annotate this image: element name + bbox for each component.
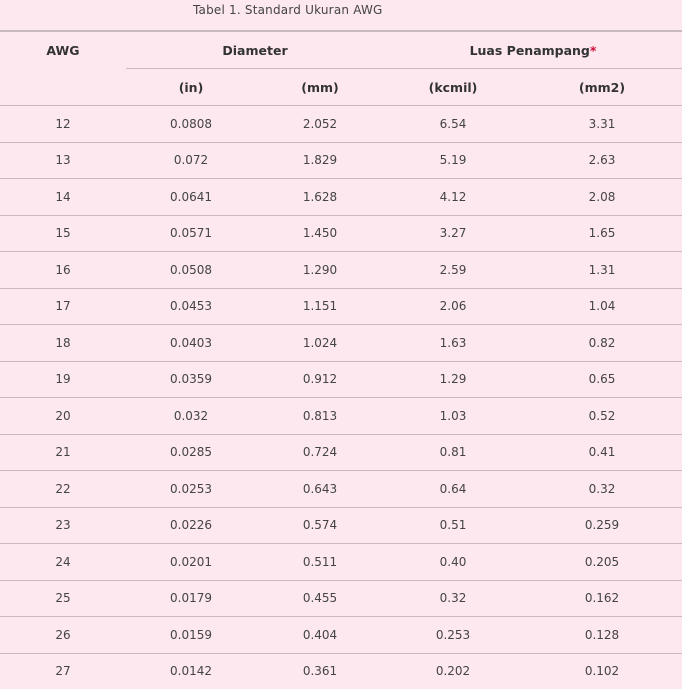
cell-mm2: 0.41 (522, 434, 682, 471)
table-row (0, 215, 682, 252)
cell-awg: 23 (0, 507, 126, 544)
cell-awg: 18 (0, 325, 126, 362)
header-row-main (0, 31, 682, 69)
table-row (0, 252, 682, 289)
cell-mm2: 0.259 (522, 507, 682, 544)
cell-kcmil: 0.51 (384, 507, 522, 544)
header-kcmil: (kcmil) (384, 69, 522, 106)
cell-awg: 24 (0, 544, 126, 581)
cell-mm2: 0.102 (522, 653, 682, 689)
cell-mm: 2.052 (256, 106, 384, 143)
cell-kcmil: 0.81 (384, 434, 522, 471)
cell-kcmil: 1.29 (384, 361, 522, 398)
cell-in: 0.0226 (126, 507, 256, 544)
cell-awg: 19 (0, 361, 126, 398)
cell-in: 0.0508 (126, 252, 256, 289)
header-in: (in) (126, 69, 256, 106)
table-row (0, 142, 682, 179)
awg-table (0, 30, 682, 689)
table-row (0, 544, 682, 581)
cell-kcmil: 2.59 (384, 252, 522, 289)
cell-awg: 20 (0, 398, 126, 435)
cell-awg: 26 (0, 617, 126, 654)
cell-awg: 25 (0, 580, 126, 617)
header-luas-label: Luas Penampang (470, 43, 590, 58)
cell-mm: 0.511 (256, 544, 384, 581)
cell-kcmil: 3.27 (384, 215, 522, 252)
cell-mm: 1.151 (256, 288, 384, 325)
cell-mm2: 0.52 (522, 398, 682, 435)
cell-kcmil: 1.03 (384, 398, 522, 435)
cell-mm2: 0.65 (522, 361, 682, 398)
cell-in: 0.072 (126, 142, 256, 179)
cell-mm2: 0.82 (522, 325, 682, 362)
table-row (0, 398, 682, 435)
table-row (0, 507, 682, 544)
cell-mm2: 0.205 (522, 544, 682, 581)
table-row (0, 179, 682, 216)
cell-kcmil: 4.12 (384, 179, 522, 216)
cell-mm2: 1.65 (522, 215, 682, 252)
cell-mm: 0.813 (256, 398, 384, 435)
cell-kcmil: 6.54 (384, 106, 522, 143)
cell-in: 0.0159 (126, 617, 256, 654)
cell-mm: 0.574 (256, 507, 384, 544)
cell-in: 0.0808 (126, 106, 256, 143)
table-row (0, 361, 682, 398)
cell-mm: 0.912 (256, 361, 384, 398)
cell-awg: 14 (0, 179, 126, 216)
cell-mm: 1.290 (256, 252, 384, 289)
header-luas-penampang (384, 31, 682, 69)
header-mm2: (mm2) (522, 69, 682, 106)
cell-in: 0.0142 (126, 653, 256, 689)
table-row (0, 617, 682, 654)
cell-kcmil: 0.202 (384, 653, 522, 689)
cell-mm: 1.450 (256, 215, 384, 252)
cell-in: 0.0403 (126, 325, 256, 362)
cell-mm2: 1.04 (522, 288, 682, 325)
cell-mm2: 0.128 (522, 617, 682, 654)
header-diameter: Diameter (126, 31, 384, 69)
header-mm: (mm) (256, 69, 384, 106)
header-row-units (0, 69, 682, 106)
cell-in: 0.0453 (126, 288, 256, 325)
cell-kcmil: 0.40 (384, 544, 522, 581)
cell-mm2: 2.63 (522, 142, 682, 179)
cell-kcmil: 5.19 (384, 142, 522, 179)
cell-in: 0.0359 (126, 361, 256, 398)
cell-in: 0.0201 (126, 544, 256, 581)
cell-in: 0.0179 (126, 580, 256, 617)
cell-awg: 17 (0, 288, 126, 325)
table-row (0, 325, 682, 362)
cell-mm: 1.829 (256, 142, 384, 179)
cell-mm2: 1.31 (522, 252, 682, 289)
cell-in: 0.0641 (126, 179, 256, 216)
cell-kcmil: 0.253 (384, 617, 522, 654)
table-row (0, 434, 682, 471)
cell-awg: 27 (0, 653, 126, 689)
table-row (0, 106, 682, 143)
cell-mm2: 0.32 (522, 471, 682, 508)
cell-in: 0.0285 (126, 434, 256, 471)
cell-mm: 0.724 (256, 434, 384, 471)
cell-kcmil: 0.64 (384, 471, 522, 508)
cell-mm2: 3.31 (522, 106, 682, 143)
table-row (0, 288, 682, 325)
cell-mm: 0.455 (256, 580, 384, 617)
cell-kcmil: 1.63 (384, 325, 522, 362)
cell-in: 0.0571 (126, 215, 256, 252)
cell-mm: 1.628 (256, 179, 384, 216)
table-row (0, 653, 682, 689)
cell-awg: 13 (0, 142, 126, 179)
cell-kcmil: 2.06 (384, 288, 522, 325)
cell-awg: 21 (0, 434, 126, 471)
table-row (0, 580, 682, 617)
cell-kcmil: 0.32 (384, 580, 522, 617)
cell-mm2: 2.08 (522, 179, 682, 216)
cell-awg: 22 (0, 471, 126, 508)
header-awg: AWG (0, 31, 126, 69)
cell-in: 0.0253 (126, 471, 256, 508)
table-caption: Tabel 1. Standard Ukuran AWG (193, 3, 383, 17)
table-row (0, 471, 682, 508)
table-body (0, 106, 682, 689)
cell-mm: 1.024 (256, 325, 384, 362)
cell-in: 0.032 (126, 398, 256, 435)
cell-mm: 0.361 (256, 653, 384, 689)
footnote-asterisk: * (590, 43, 597, 58)
cell-awg: 15 (0, 215, 126, 252)
cell-awg: 16 (0, 252, 126, 289)
cell-mm: 0.404 (256, 617, 384, 654)
header-blank (0, 69, 126, 106)
cell-mm2: 0.162 (522, 580, 682, 617)
cell-awg: 12 (0, 106, 126, 143)
cell-mm: 0.643 (256, 471, 384, 508)
